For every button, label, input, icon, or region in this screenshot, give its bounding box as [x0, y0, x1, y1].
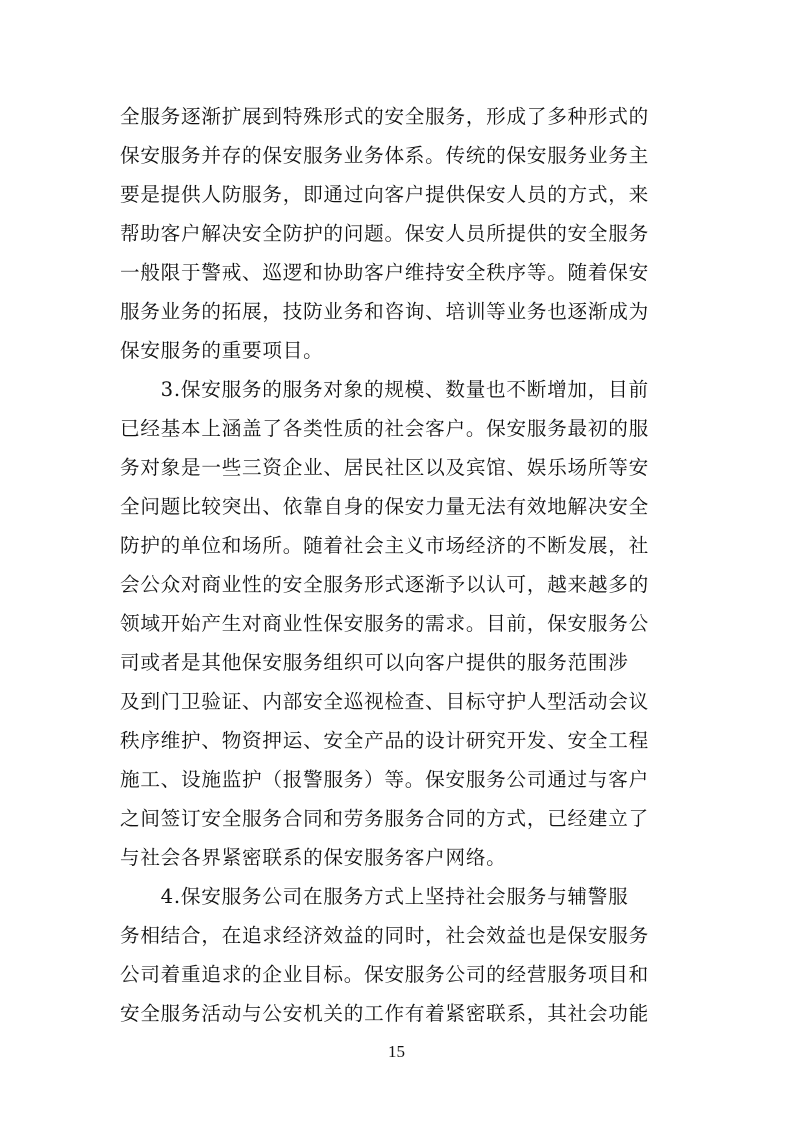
text-line: 会公众对商业性的安全服务形式逐渐予以认可，越来越多的 — [120, 573, 649, 596]
text-line: 之间签订安全服务合同和劳务服务合同的方式，已经建立了 — [120, 807, 649, 830]
text-line: 及到门卫验证、内部安全巡视检查、目标守护人型活动会议 — [120, 690, 649, 713]
text-line: 4.保安服务公司在服务方式上坚持社会服务与辅警服 — [120, 885, 629, 908]
text-line: 已经基本上涵盖了各类性质的社会客户。保安服务最初的服 — [120, 417, 649, 440]
document-body — [120, 97, 676, 1033]
text-line: 公司着重追求的企业目标。保安服务公司的经营服务项目和 — [120, 963, 649, 986]
text-line: 保安服务的重要项目。 — [120, 339, 324, 362]
text-line: 安全服务活动与公安机关的工作有着紧密联系，其社会功能 — [120, 1002, 649, 1025]
text-line: 司或者是其他保安服务组织可以向客户提供的服务范围涉 — [120, 651, 629, 674]
text-line: 帮助客户解决安全防护的问题。保安人员所提供的安全服务 — [120, 222, 649, 245]
text-line: 领域开始产生对商业性保安服务的需求。目前，保安服务公 — [120, 612, 649, 635]
text-line: 秩序维护、物资押运、安全产品的设计研究开发、安全工程 — [120, 729, 649, 752]
text-line: 全问题比较突出、依靠自身的保安力量无法有效地解决安全 — [120, 495, 649, 518]
text-line: 与社会各界紧密联系的保安服务客户网络。 — [120, 846, 507, 869]
text-line: 务相结合，在追求经济效益的同时，社会效益也是保安服务 — [120, 924, 649, 947]
text-line: 服务业务的拓展，技防业务和咨询、培训等业务也逐渐成为 — [120, 300, 649, 323]
text-line: 一般限于警戒、巡逻和协助客户维持安全秩序等。随着保安 — [120, 261, 649, 284]
page-number: 15 — [388, 1042, 405, 1061]
text-line: 施工、设施监护（报警服务）等。保安服务公司通过与客户 — [120, 768, 649, 791]
text-line: 保安服务并存的保安服务业务体系。传统的保安服务业务主 — [120, 144, 649, 167]
text-line: 防护的单位和场所。随着社会主义市场经济的不断发展，社 — [120, 534, 649, 557]
text-line: 要是提供人防服务，即通过向客户提供保安人员的方式，来 — [120, 183, 649, 206]
text-line: 全服务逐渐扩展到特殊形式的安全服务，形成了多种形式的 — [120, 105, 649, 128]
text-line: 务对象是一些三资企业、居民社区以及宾馆、娱乐场所等安 — [120, 456, 649, 479]
text-line: 3.保安服务的服务对象的规模、数量也不断增加，目前 — [120, 378, 649, 401]
